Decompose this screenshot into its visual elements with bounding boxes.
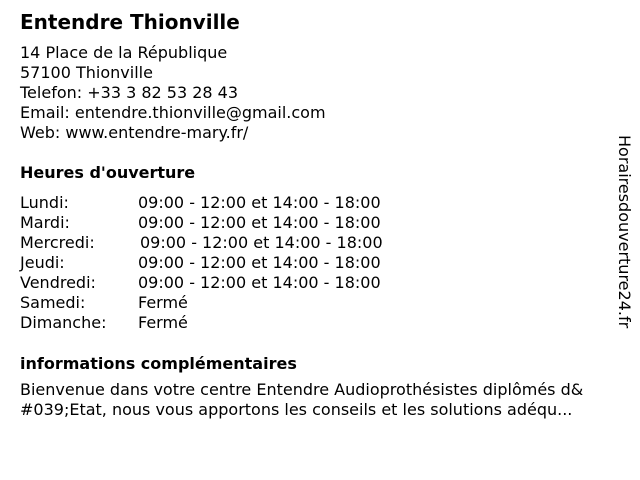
day-label: Mardi: [20, 213, 70, 232]
address-city: 57100 Thionville [20, 63, 153, 82]
website-line: Web: www.entendre-mary.fr/ [20, 123, 249, 142]
day-hours: 09:00 - 12:00 et 14:00 - 18:00 [140, 233, 383, 252]
site-watermark: Horairesdouverture24.fr [615, 135, 634, 329]
info-line: #039;Etat, nous vous apportons les conseils et les solutions adéqu... [20, 400, 573, 419]
day-label: Jeudi: [20, 253, 65, 272]
address-street: 14 Place de la République [20, 43, 228, 62]
day-hours: 09:00 - 12:00 et 14:00 - 18:00 [138, 253, 381, 272]
day-hours: 09:00 - 12:00 et 14:00 - 18:00 [138, 273, 381, 292]
info-heading: informations complémentaires [20, 354, 297, 373]
day-label: Dimanche: [20, 313, 107, 332]
day-hours: 09:00 - 12:00 et 14:00 - 18:00 [138, 193, 381, 212]
day-label: Vendredi: [20, 273, 96, 292]
email-line: Email: entendre.thionville@gmail.com [20, 103, 326, 122]
day-label: Samedi: [20, 293, 86, 312]
day-hours: Fermé [138, 313, 188, 332]
info-line: Bienvenue dans votre centre Entendre Audioprothésistes diplômés d& [20, 380, 584, 399]
hours-heading: Heures d'ouverture [20, 163, 196, 182]
day-label: Mercredi: [20, 233, 95, 252]
info-description [20, 380, 630, 420]
day-label: Lundi: [20, 193, 69, 212]
contact-block [20, 43, 326, 143]
phone-line: Telefon: +33 3 82 53 28 43 [20, 83, 239, 102]
day-hours: 09:00 - 12:00 et 14:00 - 18:00 [138, 213, 381, 232]
business-name: Entendre Thionville [20, 10, 240, 34]
day-hours: Fermé [138, 293, 188, 312]
